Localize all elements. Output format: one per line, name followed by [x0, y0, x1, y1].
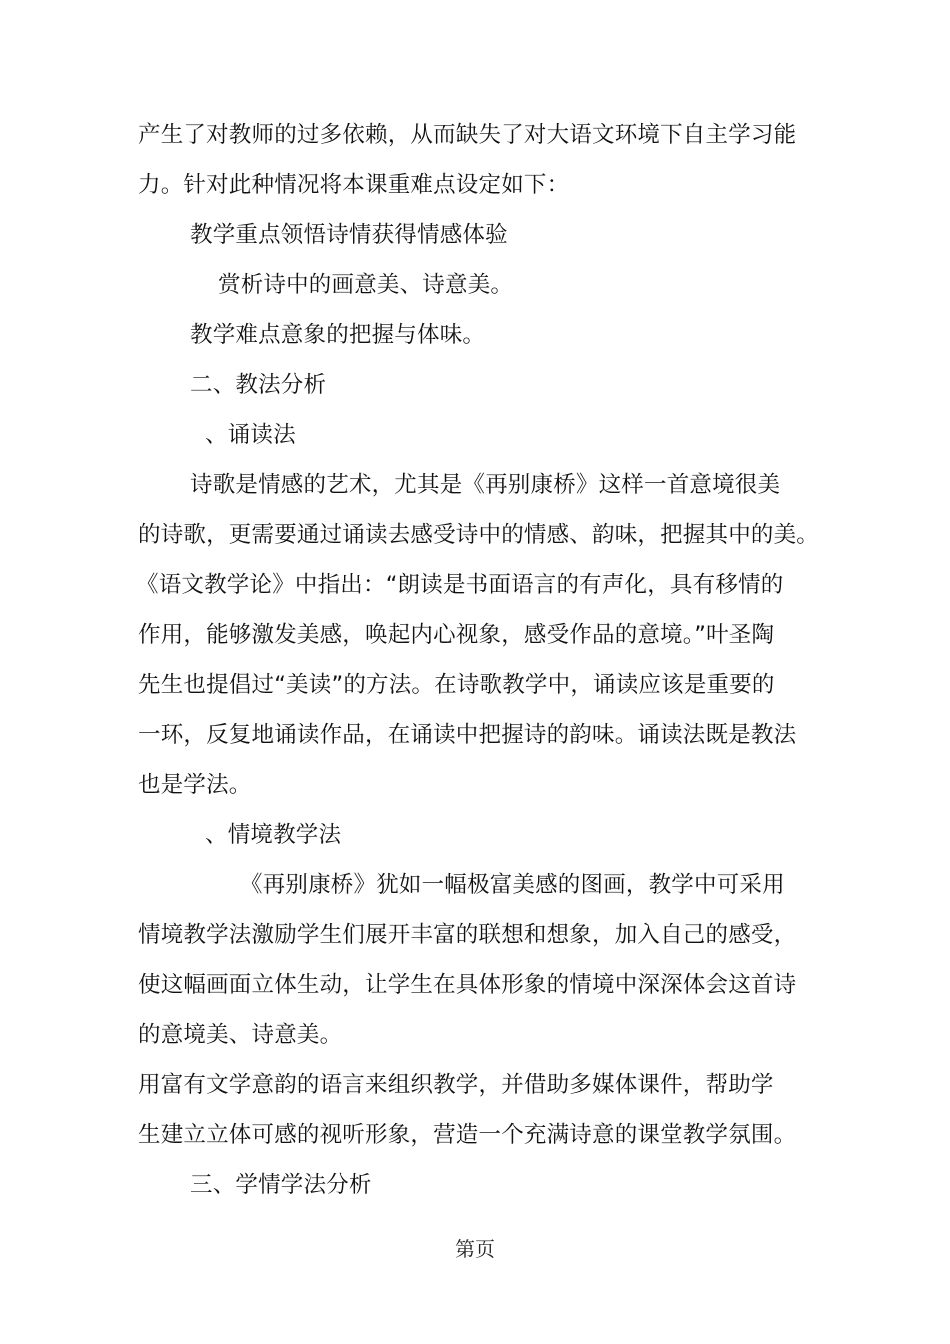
body-line: 力。针对此种情况将本课重难点设定如下：	[138, 172, 570, 198]
body-line: 的意境美、诗意美。	[138, 1022, 343, 1048]
body-line: 诗歌是情感的艺术，尤其是《再别康桥》这样一首意境很美	[190, 472, 781, 498]
body-line: 先生也提倡过“美读”的方法。在诗歌教学中，诵读应该是重要的	[138, 672, 775, 698]
body-line: 也是学法。	[138, 772, 252, 798]
body-line: 产生了对教师的过多依赖，从而缺失了对大语文环境下自主学习能	[138, 122, 797, 148]
body-line: 生建立立体可感的视听形象，营造一个充满诗意的课堂教学氛围。	[138, 1122, 797, 1148]
key-point-heading: 教学重点领悟诗情获得情感体验	[190, 222, 508, 248]
subheading-recitation: 、诵读法	[205, 422, 296, 448]
body-line: 一环，反复地诵读作品，在诵读中把握诗的韵味。诵读法既是教法	[138, 722, 797, 748]
body-line: 《再别康桥》犹如一幅极富美感的图画，教学中可采用	[240, 872, 785, 898]
section-heading-learning-analysis: 三、学情学法分析	[190, 1172, 372, 1198]
page-footer: 第页	[455, 1237, 495, 1261]
body-line: 《语文教学论》中指出：“朗读是书面语言的有声化，具有移情的	[136, 572, 784, 598]
body-line: 用富有文学意韵的语言来组织教学，并借助多媒体课件，帮助学	[138, 1072, 774, 1098]
body-line: 作用，能够激发美感，唤起内心视象，感受作品的意境。”叶圣陶	[138, 622, 775, 648]
subheading-situational-teaching: 、情境教学法	[205, 822, 342, 848]
body-line: 的诗歌，更需要通过诵读去感受诗中的情感、韵味，把握其中的美。	[138, 522, 820, 548]
key-point-detail: 赏析诗中的画意美、诗意美。	[218, 272, 514, 298]
difficulty-heading: 教学难点意象的把握与体味。	[190, 322, 486, 348]
body-line: 情境教学法激励学生们展开丰富的联想和想象，加入自己的感受，	[138, 922, 797, 948]
body-line: 使这幅画面立体生动，让学生在具体形象的情境中深深体会这首诗	[138, 972, 797, 998]
section-heading-teaching-methods: 二、教法分析	[190, 372, 327, 398]
